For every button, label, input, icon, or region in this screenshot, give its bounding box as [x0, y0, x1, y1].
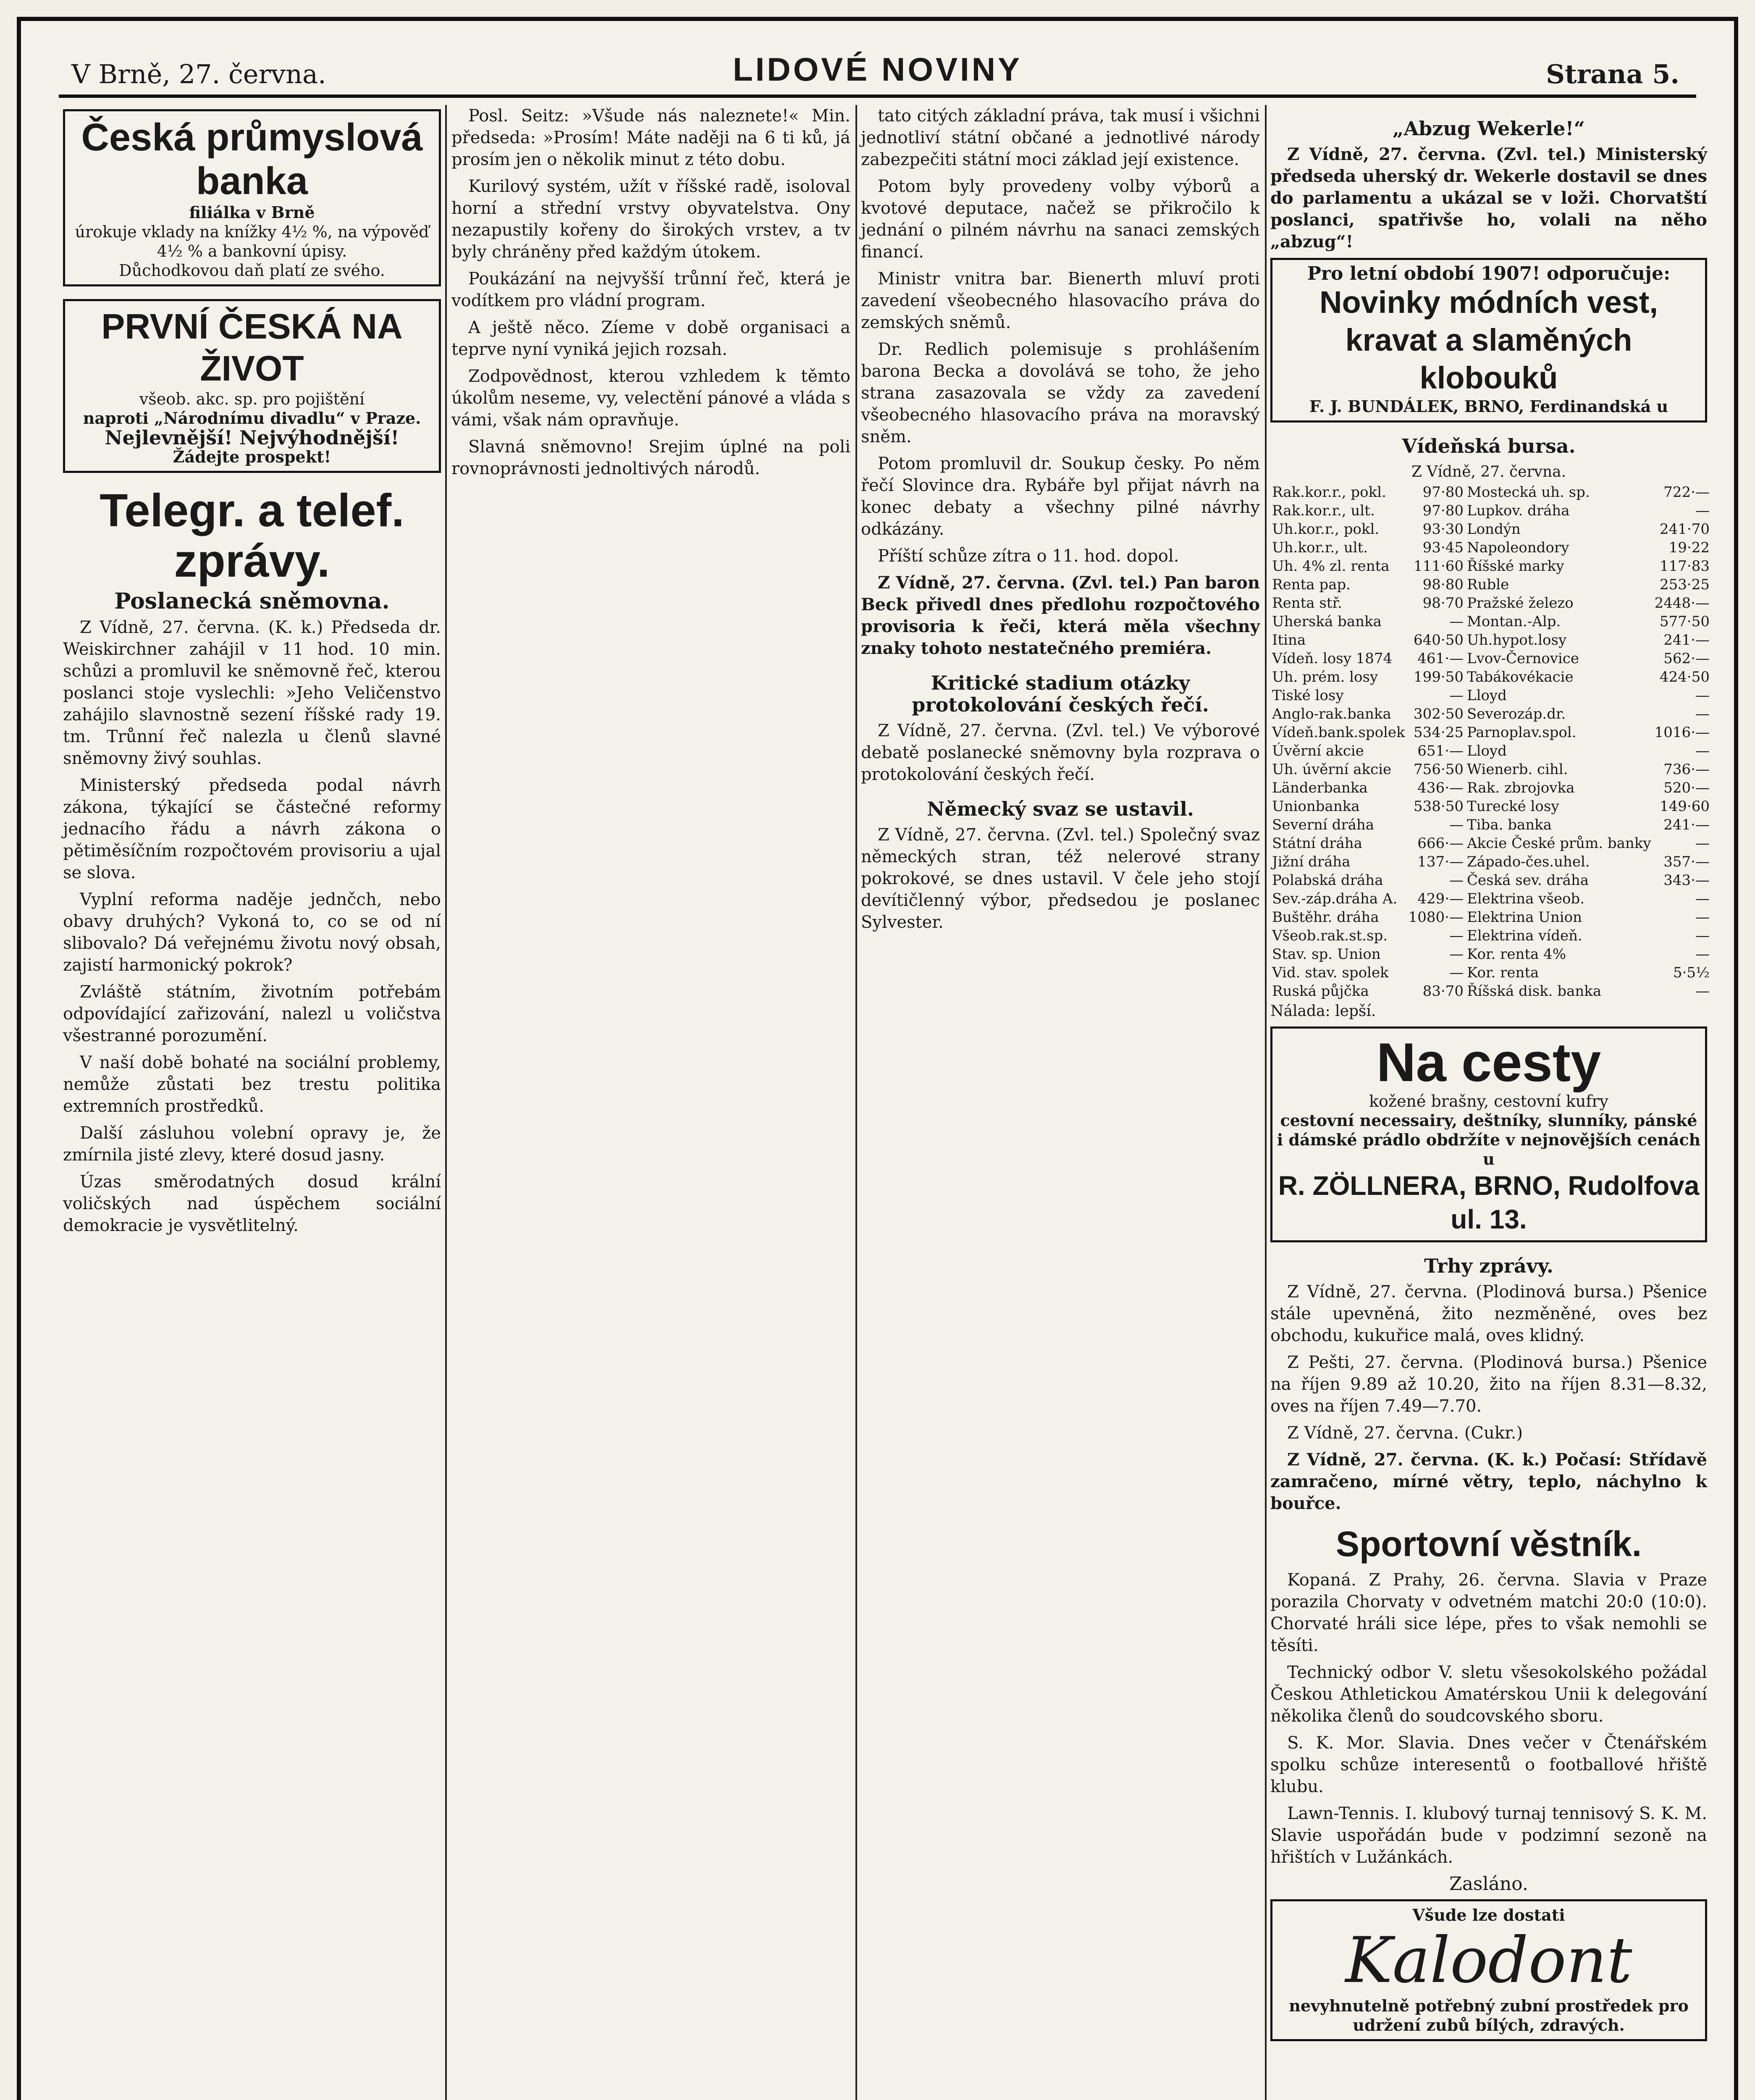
bourse-price: 97·80: [1422, 484, 1464, 501]
bourse-security: Länderbanka: [1272, 780, 1368, 796]
bourse-price: —: [1695, 983, 1710, 1000]
bourse-security: Lvov-Černovice: [1467, 650, 1579, 667]
zollner-side: kožené brašny, cestovní kufry: [1369, 1092, 1608, 1110]
article-paragraph: Z Vídně, 27. června. (Zvl. tel.) Ve výborové debatě poslanecké sněmovny byla rozprava o protokolování českých řečí.: [861, 721, 1260, 784]
column-1: [63, 105, 441, 2100]
bourse-price: —: [1695, 835, 1710, 852]
bourse-security: Ruble: [1467, 576, 1509, 593]
bourse-price: —: [1695, 687, 1710, 704]
bourse-security: Říšské marky: [1467, 558, 1564, 575]
bourse-row: [1270, 575, 1711, 594]
section-heading-sport: Sportovní věstník.: [1335, 1524, 1642, 1564]
article-paragraph: Ministr vnitra bar. Bienerth mluví proti zavedení všeobecného hlasovacího práva do zemských sněmů.: [861, 269, 1260, 332]
bourse-security: Rak.kor.r., pokl.: [1272, 484, 1386, 501]
bourse-security: Uh.kor.r., ult.: [1272, 539, 1368, 556]
section-heading-german: Německý svaz se ustavil.: [927, 798, 1194, 820]
insurance-name: PRVNÍ ČESKÁ NA ŽIVOT: [101, 307, 403, 388]
article-paragraph: Zodpovědnost, kterou vzhledem k těmto úkolům neseme, vy, velectění pánové a vláda s vámi, však nám opravňuje.: [451, 367, 850, 430]
bourse-security: Unionbanka: [1272, 798, 1360, 815]
bourse-security: Sev.-záp.dráha A.: [1272, 890, 1398, 907]
bourse-security: Uh. úvěrní akcie: [1272, 761, 1392, 778]
bank-tax-note: Důchodkovou daň platí ze svého.: [119, 261, 385, 280]
kalodont-top: Všude lze dostati: [1412, 1906, 1565, 1924]
bourse-security: Vídeň. losy 1874: [1272, 650, 1393, 667]
bourse-row: [1270, 779, 1711, 797]
bourse-price: 722·—: [1663, 484, 1710, 501]
insurance-address: naproti „Národnímu divadlu“ v Praze.: [83, 409, 421, 428]
bourse-security: Anglo-rak.banka: [1272, 706, 1391, 722]
bourse-price: 640·50: [1414, 632, 1464, 648]
bourse-price: —: [1449, 927, 1464, 944]
bourse-row: [1270, 631, 1711, 649]
section-heading-bourse: Vídeňská bursa.: [1402, 435, 1576, 457]
bourse-security: Uh. 4% zl. renta: [1272, 558, 1390, 575]
kalodont-bottom: nevyhnutelně potřebný zubní prostředek pro udržení zubů bílých, zdravých.: [1289, 1996, 1689, 2034]
bourse-security: Česká sev. dráha: [1467, 872, 1589, 889]
bourse-price: 241·70: [1660, 521, 1710, 538]
bourse-price: 2448·—: [1654, 595, 1710, 612]
bourse-price: 756·50: [1414, 761, 1464, 778]
bourse-security: Kor. renta: [1467, 964, 1539, 981]
bourse-security: Západo-čes.uhel.: [1467, 853, 1590, 870]
bourse-security: Akcie České prům. banky: [1467, 835, 1651, 852]
bourse-price: 534·25: [1414, 724, 1464, 741]
article-paragraph: V naší době bohaté na sociální problemy, nemůže zůstati bez trestu politika extremních prostředků.: [63, 1053, 441, 1116]
bourse-row: [1270, 797, 1711, 816]
column-3: [861, 105, 1260, 2100]
kalodont-advertisement: [1270, 1899, 1707, 2041]
bourse-security: Tiba. banka: [1467, 816, 1552, 833]
article-paragraph: Technický odbor V. sletu všesokolského požádal Českou Athletickou Amatérskou Unii k delegování několika členů do soudcovského sboru.: [1270, 1663, 1707, 1726]
bourse-security: Renta pap.: [1272, 576, 1351, 593]
bundalek-season: Pro letní období 1907! odporučuje:: [1307, 263, 1671, 284]
article-paragraph: Kopaná. Z Prahy, 26. června. Slavia v Praze porazila Chorvaty v odvetném matchi 20:0 (10:0). Chorvaté hráli sice lépe, přes to však nemohli se těsíti.: [1270, 1570, 1707, 1655]
bourse-price: 137·—: [1417, 853, 1464, 870]
bourse-note: Nálada: lepší.: [1270, 1003, 1376, 1020]
bourse-row: [1270, 908, 1711, 927]
bourse-price: 562·—: [1663, 650, 1710, 667]
bourse-security: Všeob.rak.st.sp.: [1272, 927, 1388, 944]
bourse-price: —: [1449, 872, 1464, 889]
bourse-security: Říšská disk. banka: [1467, 983, 1602, 1000]
bank-branch: filiálka v Brně: [189, 203, 315, 222]
bourse-security: Ruská půjčka: [1272, 983, 1369, 1000]
article-paragraph: Z Vídně, 27. června. (Zvl. tel.) Ministerský předseda uherský dr. Wekerle dostavil se dnes do parlamentu a ukázal se v loži. Chorvatští poslanci, spatřivše ho, volali na něho „abzug“!: [1270, 144, 1707, 252]
bourse-price: 199·50: [1414, 669, 1464, 685]
article-paragraph: Zvláště státním, životním potřebám odpovídající zařizování, nalezl u voličstva všestranné porozumění.: [63, 982, 441, 1045]
bourse-price: 1080·—: [1408, 909, 1464, 926]
bourse-price: —: [1695, 890, 1710, 907]
bourse-price: 253·25: [1660, 576, 1710, 593]
article-paragraph: Vyplní reforma naděje jednčch, nebo obavy druhých? Vykoná to, co se od ní slibovalo? Dá veřejnému životu nový obsah, zajistí harmonický pokrok?: [63, 890, 441, 975]
bourse-price: —: [1449, 964, 1464, 981]
bourse-row: [1270, 520, 1711, 538]
column-divider: [855, 105, 857, 2100]
bourse-price: 97·80: [1422, 502, 1464, 519]
bourse-security: Parnoplav.spol.: [1467, 724, 1577, 741]
article-paragraph: S. K. Mor. Slavia. Dnes večer v Čtenářském spolku schůze interesentů o footballové hřiště klubu.: [1270, 1733, 1707, 1796]
bourse-price: —: [1695, 927, 1710, 944]
bank-advertisement: [63, 109, 441, 286]
bourse-price: —: [1695, 743, 1710, 759]
bourse-security: Tiské losy: [1272, 687, 1344, 704]
zollner-headline: Na cesty: [1376, 1032, 1601, 1093]
page-number: Strana 5.: [1546, 59, 1679, 89]
article-paragraph: Poukázání na nejvyšší trůnní řeč, která je vodítkem pro vládní program.: [451, 269, 850, 310]
bourse-security: Lloyd: [1467, 743, 1507, 759]
newspaper-page: [17, 17, 1738, 2100]
bourse-security: Itina: [1272, 632, 1306, 648]
bourse-security: Elektrina Union: [1467, 909, 1582, 926]
article-paragraph: Kurilový systém, užít v říšské radě, isoloval horní a střední vrstvy obyvatelstva. Ony nezapustily kořeny do širokých vrstev, a tv byly chráněny před každým útokem.: [451, 177, 850, 262]
bourse-security: Státní dráha: [1272, 835, 1362, 852]
bourse-security: Elektrina všeob.: [1467, 890, 1585, 907]
bourse-row: [1270, 760, 1711, 779]
bourse-security: Rak. zbrojovka: [1467, 780, 1575, 796]
bourse-security: Mostecká uh. sp.: [1467, 484, 1590, 501]
article-paragraph: Posl. Seitz: »Všude nás naleznete!« Min. předseda: »Prosím! Máte naději na 6 ti ků, já prosím jen o několik minut z této dobu.: [451, 106, 850, 169]
bourse-row: [1270, 853, 1711, 871]
article-paragraph: Slavná sněmovno! Srejim úplné na poli rovnoprávnosti jednoltivých národů.: [451, 437, 850, 478]
bourse-price: —: [1695, 502, 1710, 519]
insurance-advertisement: [63, 299, 441, 473]
article-paragraph: Z Vídně, 27. června. (Zvl. tel.) Pan baron Beck přivedl dnes předlohu rozpočtového provisoria k řeči, která měla všechny znaky tohoto nestatečného premiéra.: [861, 573, 1260, 658]
column-divider: [1265, 105, 1267, 2100]
bourse-table: [1270, 483, 1711, 1000]
bourse-price: 93·30: [1422, 521, 1464, 538]
bourse-security: Uh.hypot.losy: [1467, 632, 1567, 648]
bourse-row: [1270, 668, 1711, 686]
bourse-price: 5·5½: [1673, 964, 1710, 981]
bundalek-advertisement: [1270, 258, 1707, 423]
bourse-row: [1270, 723, 1711, 742]
bourse-price: 577·50: [1660, 613, 1710, 630]
bourse-price: 93·45: [1422, 539, 1464, 556]
bourse-security: Severozáp.dr.: [1467, 706, 1566, 722]
bourse-price: 98·70: [1422, 595, 1464, 612]
bourse-price: —: [1449, 613, 1464, 630]
column-4: [1270, 105, 1710, 2100]
bourse-price: 736·—: [1663, 761, 1710, 778]
bourse-security: Elektrina vídeň.: [1467, 927, 1582, 944]
bourse-row: [1270, 483, 1711, 501]
bourse-security: Uherská banka: [1272, 613, 1382, 630]
bourse-security: Londýn: [1467, 521, 1521, 538]
article-paragraph: Ministerský předseda podal návrh zákona, týkající se částečné reformy jednacího řádu a návrh zákona o pětiměsíčním rozpočtovém provisoriu a ujal se slova.: [63, 776, 441, 882]
bourse-row: [1270, 594, 1711, 612]
section-heading-criticism: Kritické stadium otázky protokolování českých řečí.: [912, 672, 1209, 716]
bank-rates: úrokuje vklady na knížky 4½ %, na výpověď 4½ % a bankovní úpisy.: [75, 223, 429, 260]
bourse-price: 520·—: [1663, 780, 1710, 796]
bourse-row: [1270, 890, 1711, 908]
article-paragraph: Z Vídně, 27. června. (Cukr.): [1287, 1423, 1523, 1443]
bourse-security: Renta stř.: [1272, 595, 1342, 612]
bourse-price: 538·50: [1414, 798, 1464, 815]
issue-date: V Brně, 27. června.: [71, 59, 326, 89]
insurance-detail: všeob. akc. sp. pro pojištění: [139, 390, 365, 408]
article-paragraph: Příští schůze zítra o 11. hod. dopol.: [878, 546, 1179, 566]
bourse-security: Vídeň.bank.spolek: [1272, 724, 1405, 741]
article-paragraph: Lawn-Tennis. I. klubový turnaj tennisový S. K. M. Slavie uspořádán bude v podzimní sezoně na hřištích v Lužánkách.: [1270, 1804, 1707, 1867]
bourse-price: 241·—: [1663, 816, 1710, 833]
article-paragraph: Úzas směrodatných dosud krální voličských nad úspěchem sociální demokracie je vysvětlitelný.: [63, 1172, 441, 1235]
article-paragraph: Z Vídně, 27. června. (K. k.) Počasí: Střídavě zamračeno, mírné větry, teplo, náchylno k bouřce.: [1270, 1450, 1707, 1513]
insurance-cta: Žádejte prospekt!: [173, 447, 331, 466]
bourse-price: 241·—: [1663, 632, 1710, 648]
bourse-price: 424·50: [1660, 669, 1710, 685]
bourse-price: 19·22: [1668, 539, 1710, 556]
zollner-description: cestovní necessairy, deštníky, slunníky, pánské i dámské prádlo obdržíte v nejnovějších cenách u: [1277, 1111, 1701, 1168]
article-paragraph: Z Vídně, 27. června. (Plodinová bursa.) Pšenice stále upevněná, žito nezměněné, oves bez obchodu, kukuřice malá, oves klidný.: [1270, 1282, 1707, 1345]
bourse-price: —: [1695, 909, 1710, 926]
article-paragraph: Dr. Redlich polemisuje s prohlášením barona Becka a dovolává se toho, že jeho strana zasazovala se vždy za zavedení všeobecného hlasovacího práva na moravský sněm.: [861, 340, 1260, 446]
bourse-row: [1270, 945, 1711, 963]
bourse-row: [1270, 649, 1711, 668]
bourse-security: Stav. sp. Union: [1272, 946, 1381, 963]
bourse-price: 302·50: [1414, 706, 1464, 722]
bourse-security: Severní dráha: [1272, 816, 1375, 833]
article-paragraph: tato citých základní práva, tak musí i všichni jednotliví státní občané a jednotlivé národy zabezpečiti státní moci základ její existence.: [861, 106, 1260, 169]
bourse-price: 111·60: [1414, 558, 1464, 575]
bundalek-headline: Novinky módních vest, kravat a slaměných klobouků: [1320, 285, 1658, 395]
bourse-security: Úvěrní akcie: [1272, 743, 1364, 759]
bourse-row: [1270, 686, 1711, 705]
bourse-security: Lupkov. dráha: [1467, 502, 1570, 519]
bourse-security: Wienerb. cihl.: [1467, 761, 1568, 778]
bourse-price: —: [1695, 706, 1710, 722]
section-heading-wekerle: „Abzug Wekerle!“: [1392, 117, 1585, 140]
bourse-security: Montan.-Alp.: [1467, 613, 1561, 630]
article-paragraph: Z Pešti, 27. června. (Plodinová bursa.) Pšenice na říjen 9.89 až 10.20, žito na říjen 8.31—8.32, oves na říjen 7.49—7.70.: [1270, 1353, 1707, 1416]
bourse-price: 651·—: [1417, 743, 1464, 759]
bourse-price: —: [1449, 687, 1464, 704]
bourse-price: 343·—: [1663, 872, 1710, 889]
bourse-row: [1270, 982, 1711, 1000]
article-paragraph: Z Vídně, 27. června. (Zvl. tel.) Společný svaz německých stran, též nelerové strany pokrokové, se dnes ustavil. V čele jeho stojí devítičlenný výbor, předsedou je poslanec Sylvester.: [861, 825, 1260, 932]
section-heading-telegraph: Telegr. a telef. zprávy.: [100, 485, 404, 587]
bourse-row: [1270, 612, 1711, 631]
bourse-row: [1270, 501, 1711, 520]
bourse-security: Tabákovékacie: [1467, 669, 1574, 685]
article-paragraph: Potom byly provedeny volby výborů a kvotové deputace, načež se přikročilo k jednání o pilném návrhu na sanaci zemských financí.: [861, 177, 1260, 262]
bourse-security: Vid. stav. spolek: [1272, 964, 1389, 981]
bourse-security: Lloyd: [1467, 687, 1507, 704]
bourse-security: Turecké losy: [1467, 798, 1559, 815]
article-paragraph: Z Vídně, 27. června. (K. k.) Předseda dr. Weiskirchner zahájil v 11 hod. 10 min. schůzi a promluvil ke sněmovně řeč, kterou poslanci stoje vyslechli: »Jeho Veličenstvo zahájilo slavnostně sezení říšské rady 19. tm. Trůnní řeč nalezla u členů slavné sněmovny živý souhlas.: [63, 618, 441, 768]
kalodont-brand: Kalodont: [1345, 1924, 1632, 1997]
bourse-row: [1270, 963, 1711, 982]
bourse-price: 1016·—: [1654, 724, 1710, 741]
bourse-security: Buštěhr. dráha: [1272, 909, 1379, 926]
zollner-firm: R. ZÖLLNERA, BRNO, Rudolfova ul. 13.: [1278, 1171, 1700, 1234]
bourse-row: [1270, 927, 1711, 945]
bourse-security: Napoleondory: [1467, 539, 1569, 556]
article-paragraph: Potom promluvil dr. Soukup česky. Po něm řečí Slovince dra. Rybáře byl přijat návrh na konec debaty a všechny pilné návrhy odkázány.: [861, 454, 1260, 539]
bourse-row: [1270, 742, 1711, 760]
bourse-security: Pražské železo: [1467, 595, 1574, 612]
masthead: [55, 46, 1700, 92]
article-paragraph: Další zásluhou volební opravy je, že zmírnila jisté zlevy, které dosud jasny.: [63, 1124, 441, 1165]
bourse-security: Rak.kor.r., ult.: [1272, 502, 1375, 519]
insurance-slogan: Nejlevnější! Nejvýhodnější!: [105, 426, 399, 449]
bourse-row: [1270, 834, 1711, 853]
bourse-row: [1270, 705, 1711, 723]
bourse-security: Jižní dráha: [1272, 853, 1351, 870]
bourse-price: 436·—: [1417, 780, 1464, 796]
bourse-date: Z Vídně, 27. června.: [1411, 463, 1566, 480]
bourse-price: 461·—: [1417, 650, 1464, 667]
bourse-price: —: [1695, 946, 1710, 963]
bourse-row: [1270, 538, 1711, 557]
bourse-price: 83·70: [1422, 983, 1464, 1000]
bourse-price: 149·60: [1660, 798, 1710, 815]
bundalek-firm: F. J. BUNDÁLEK, BRNO, Ferdinandská u: [1309, 397, 1668, 416]
newspaper-title: LIDOVÉ NOVINY: [732, 51, 1023, 88]
bourse-price: 117·83: [1660, 558, 1710, 575]
bourse-security: Uh. prém. losy: [1272, 669, 1378, 685]
bourse-price: 666·—: [1417, 835, 1464, 852]
column-2: [451, 105, 850, 2100]
bourse-price: —: [1449, 816, 1464, 833]
bourse-price: 429·—: [1417, 890, 1464, 907]
bourse-row: [1270, 816, 1711, 834]
bourse-price: 98·80: [1422, 576, 1464, 593]
bourse-row: [1270, 557, 1711, 575]
bourse-security: Kor. renta 4%: [1467, 946, 1566, 963]
bourse-row: [1270, 871, 1711, 890]
bourse-price: —: [1449, 946, 1464, 963]
column-divider: [445, 105, 447, 2100]
article-paragraph: A ještě něco. Zíeme v době organisaci a teprve nyní vyniká jejich rozsah.: [451, 318, 850, 359]
zollner-advertisement: [1270, 1026, 1707, 1242]
bourse-security: Uh.kor.r., pokl.: [1272, 521, 1380, 538]
section-heading-grain: Trhy zprávy.: [1424, 1255, 1553, 1277]
section-heading-parliament: Poslanecká sněmovna.: [114, 588, 390, 614]
kalodont-label: Zasláno.: [1449, 1873, 1528, 1895]
bourse-price: 357·—: [1663, 853, 1710, 870]
bank-name: Česká průmyslová banka: [81, 116, 423, 202]
bourse-security: Polabská dráha: [1272, 872, 1383, 889]
masthead-rule: [59, 94, 1696, 98]
